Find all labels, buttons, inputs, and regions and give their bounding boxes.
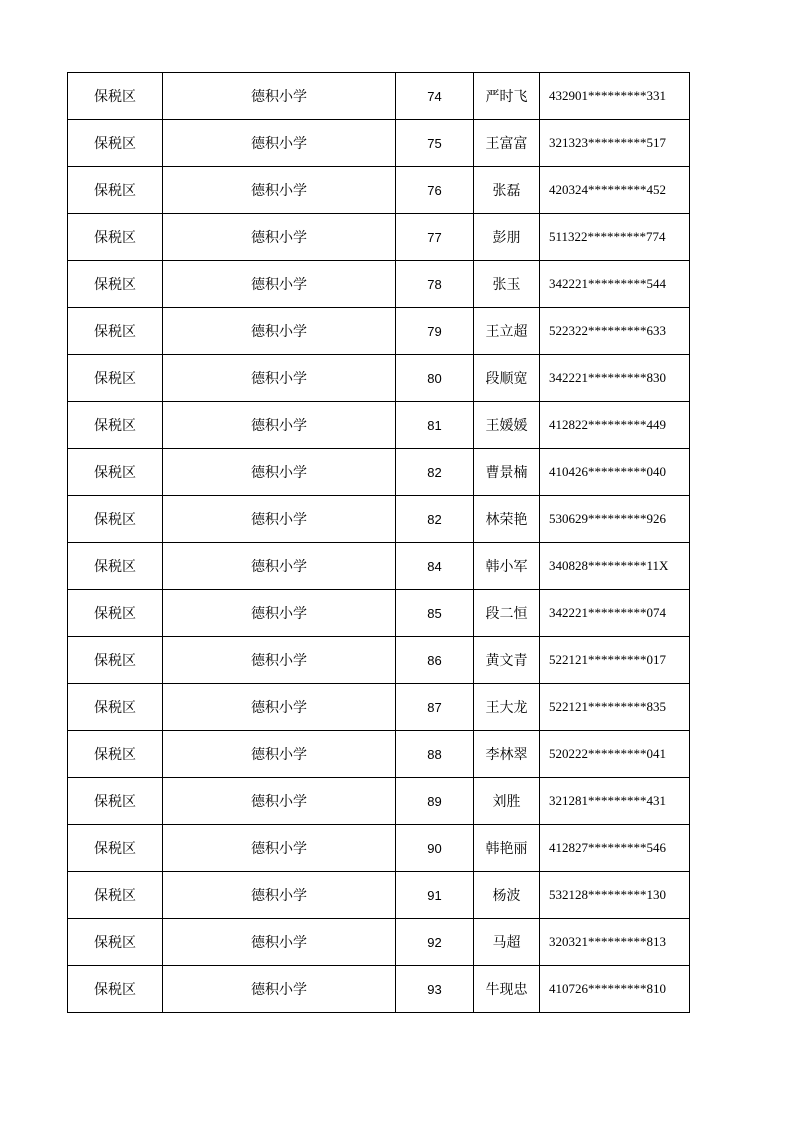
name-cell: 王富富 (474, 120, 540, 167)
table-row (68, 966, 690, 1013)
district-cell: 保税区 (68, 919, 163, 966)
district-cell: 保税区 (68, 778, 163, 825)
id-number-cell: 412827*********546 (540, 825, 690, 872)
school-cell: 德积小学 (163, 214, 396, 261)
district-cell: 保税区 (68, 637, 163, 684)
table-row (68, 778, 690, 825)
number-cell: 74 (396, 73, 474, 120)
number-cell: 81 (396, 402, 474, 449)
name-cell: 段顺宽 (474, 355, 540, 402)
district-cell: 保税区 (68, 120, 163, 167)
number-cell: 75 (396, 120, 474, 167)
id-number-cell: 320321*********813 (540, 919, 690, 966)
number-cell: 93 (396, 966, 474, 1013)
id-number-cell: 520222*********041 (540, 731, 690, 778)
number-cell: 88 (396, 731, 474, 778)
name-cell: 段二恒 (474, 590, 540, 637)
name-cell: 张玉 (474, 261, 540, 308)
school-cell: 德积小学 (163, 73, 396, 120)
number-cell: 92 (396, 919, 474, 966)
table-row (68, 825, 690, 872)
id-number-cell: 532128*********130 (540, 872, 690, 919)
number-cell: 76 (396, 167, 474, 214)
id-number-cell: 410426*********040 (540, 449, 690, 496)
district-cell: 保税区 (68, 590, 163, 637)
id-number-cell: 342221*********830 (540, 355, 690, 402)
table-row (68, 449, 690, 496)
table-row (68, 355, 690, 402)
district-cell: 保税区 (68, 214, 163, 261)
district-cell: 保税区 (68, 684, 163, 731)
school-cell: 德积小学 (163, 496, 396, 543)
name-cell: 杨波 (474, 872, 540, 919)
table-row (68, 731, 690, 778)
roster-body (68, 73, 690, 1013)
school-cell: 德积小学 (163, 825, 396, 872)
table-row (68, 120, 690, 167)
number-cell: 82 (396, 496, 474, 543)
number-cell: 89 (396, 778, 474, 825)
school-cell: 德积小学 (163, 543, 396, 590)
district-cell: 保税区 (68, 261, 163, 308)
district-cell: 保税区 (68, 872, 163, 919)
school-cell: 德积小学 (163, 778, 396, 825)
id-number-cell: 342221*********074 (540, 590, 690, 637)
school-cell: 德积小学 (163, 308, 396, 355)
district-cell: 保税区 (68, 308, 163, 355)
name-cell: 刘胜 (474, 778, 540, 825)
number-cell: 84 (396, 543, 474, 590)
school-cell: 德积小学 (163, 120, 396, 167)
district-cell: 保税区 (68, 167, 163, 214)
school-cell: 德积小学 (163, 637, 396, 684)
school-cell: 德积小学 (163, 684, 396, 731)
id-number-cell: 432901*********331 (540, 73, 690, 120)
school-cell: 德积小学 (163, 966, 396, 1013)
number-cell: 79 (396, 308, 474, 355)
district-cell: 保税区 (68, 402, 163, 449)
number-cell: 90 (396, 825, 474, 872)
number-cell: 87 (396, 684, 474, 731)
table-row (68, 919, 690, 966)
table-row (68, 402, 690, 449)
table-row (68, 684, 690, 731)
id-number-cell: 410726*********810 (540, 966, 690, 1013)
school-cell: 德积小学 (163, 919, 396, 966)
number-cell: 77 (396, 214, 474, 261)
id-number-cell: 340828*********11X (540, 543, 690, 590)
id-number-cell: 522121*********835 (540, 684, 690, 731)
number-cell: 82 (396, 449, 474, 496)
school-cell: 德积小学 (163, 402, 396, 449)
table-row (68, 872, 690, 919)
id-number-cell: 321323*********517 (540, 120, 690, 167)
school-cell: 德积小学 (163, 731, 396, 778)
table-row (68, 308, 690, 355)
number-cell: 85 (396, 590, 474, 637)
district-cell: 保税区 (68, 449, 163, 496)
table-row (68, 637, 690, 684)
name-cell: 严时飞 (474, 73, 540, 120)
school-cell: 德积小学 (163, 167, 396, 214)
district-cell: 保税区 (68, 543, 163, 590)
school-cell: 德积小学 (163, 590, 396, 637)
table-row (68, 590, 690, 637)
name-cell: 王立超 (474, 308, 540, 355)
name-cell: 韩小军 (474, 543, 540, 590)
district-cell: 保税区 (68, 73, 163, 120)
table-row (68, 496, 690, 543)
name-cell: 彭朋 (474, 214, 540, 261)
name-cell: 王大龙 (474, 684, 540, 731)
name-cell: 韩艳丽 (474, 825, 540, 872)
table-row (68, 261, 690, 308)
school-cell: 德积小学 (163, 449, 396, 496)
school-cell: 德积小学 (163, 872, 396, 919)
number-cell: 80 (396, 355, 474, 402)
district-cell: 保税区 (68, 966, 163, 1013)
name-cell: 黄文青 (474, 637, 540, 684)
table-row (68, 167, 690, 214)
name-cell: 李林翠 (474, 731, 540, 778)
district-cell: 保税区 (68, 731, 163, 778)
id-number-cell: 511322*********774 (540, 214, 690, 261)
id-number-cell: 342221*********544 (540, 261, 690, 308)
id-number-cell: 420324*********452 (540, 167, 690, 214)
school-cell: 德积小学 (163, 355, 396, 402)
district-cell: 保税区 (68, 355, 163, 402)
id-number-cell: 412822*********449 (540, 402, 690, 449)
id-number-cell: 321281*********431 (540, 778, 690, 825)
name-cell: 林荣艳 (474, 496, 540, 543)
roster-table (67, 72, 690, 1013)
number-cell: 78 (396, 261, 474, 308)
id-number-cell: 530629*********926 (540, 496, 690, 543)
number-cell: 86 (396, 637, 474, 684)
name-cell: 王媛媛 (474, 402, 540, 449)
district-cell: 保税区 (68, 496, 163, 543)
name-cell: 马超 (474, 919, 540, 966)
table-row (68, 543, 690, 590)
id-number-cell: 522121*********017 (540, 637, 690, 684)
district-cell: 保税区 (68, 825, 163, 872)
name-cell: 牛现忠 (474, 966, 540, 1013)
table-row (68, 214, 690, 261)
school-cell: 德积小学 (163, 261, 396, 308)
number-cell: 91 (396, 872, 474, 919)
name-cell: 张磊 (474, 167, 540, 214)
table-row (68, 73, 690, 120)
id-number-cell: 522322*********633 (540, 308, 690, 355)
name-cell: 曹景楠 (474, 449, 540, 496)
